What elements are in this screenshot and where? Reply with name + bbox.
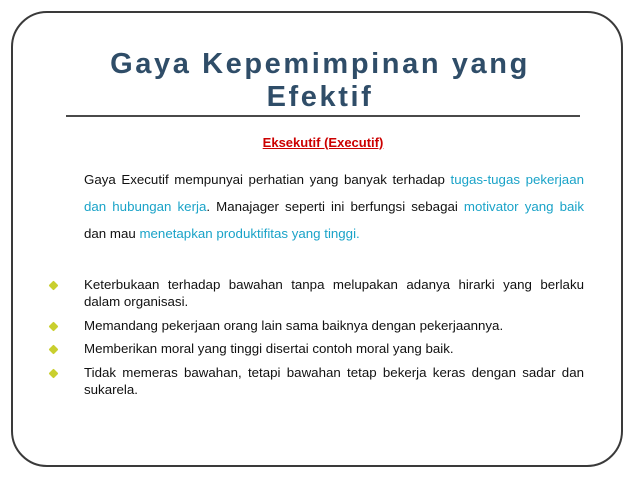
section-subtitle: Eksekutif (Executif) (262, 135, 384, 150)
bullet-icon (49, 321, 59, 331)
highlight-tasks: tugas-tugas pekerjaan dan hubungan kerja (84, 172, 584, 215)
bullet-icon (49, 281, 59, 291)
slide-title: Gaya Kepemimpinan yang Efektif (110, 48, 530, 113)
list-item (0, 340, 584, 357)
bullet-text: Memberikan moral yang tinggi disertai contoh moral yang baik. (84, 341, 454, 356)
list-item (0, 276, 584, 310)
paragraph-text-1: Gaya Executif mempunyai perhatian yang banyak terhadap (84, 172, 451, 187)
bullet-text: Tidak memeras bawahan, tetapi bawahan tetap bekerja keras dengan sadar dan sukarela. (84, 364, 584, 397)
bullet-icon (49, 345, 59, 355)
bullet-list (0, 276, 638, 404)
paragraph-text-3: dan mau (84, 226, 140, 242)
paragraph-text-2: . Manajager seperti ini berfungsi sebagai (206, 199, 464, 215)
intro-paragraph (84, 166, 584, 248)
bullet-text: Memandang pekerjaan orang lain sama baiknya dengan pekerjaannya. (84, 317, 504, 333)
bullet-icon (49, 368, 59, 378)
highlight-productivity: menetapkan produktifitas yang tinggi. (139, 226, 360, 242)
title-divider (66, 115, 580, 117)
list-item (0, 364, 584, 398)
list-item (0, 317, 584, 334)
highlight-motivator: motivator yang baik (463, 199, 585, 215)
bullet-text: Keterbukaan terhadap bawahan tanpa melupakan adanya hirarki yang berlaku dalam organisasi. (84, 277, 584, 309)
